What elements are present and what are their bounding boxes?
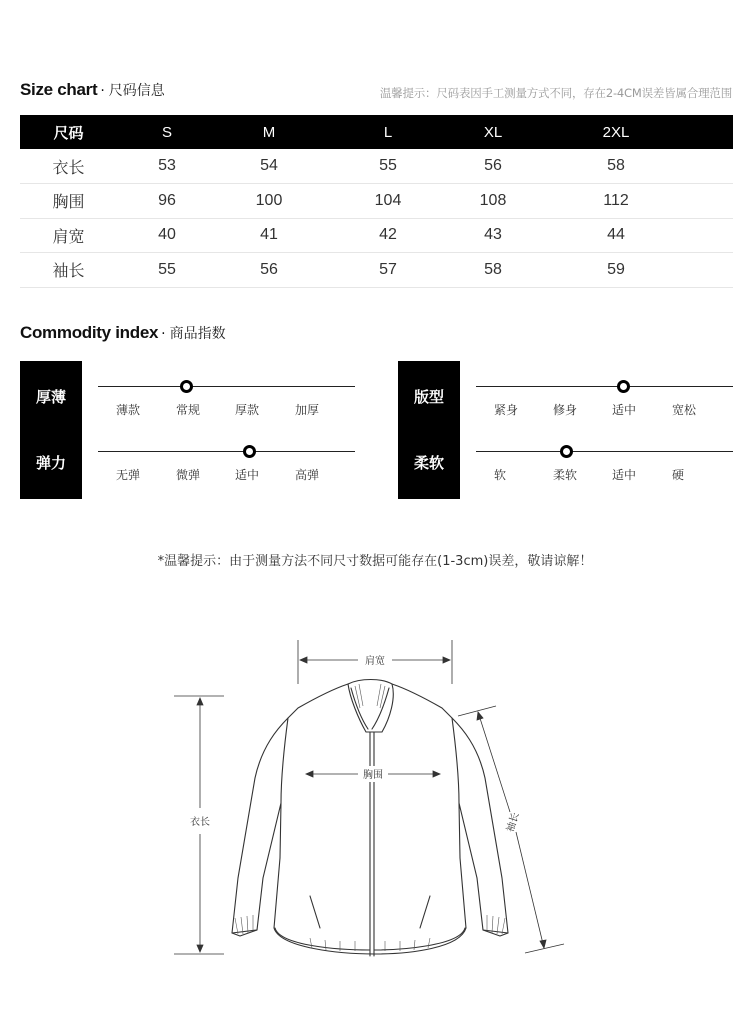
table-cell-spacer xyxy=(701,149,733,184)
index-option: 微弹 xyxy=(176,468,201,482)
index-option: 无弹 xyxy=(116,468,141,482)
table-cell: 55 xyxy=(321,149,455,184)
index-marker-softness xyxy=(560,445,573,458)
index-panel-left xyxy=(20,361,395,499)
title-dot: · xyxy=(161,326,166,342)
table-cell: 56 xyxy=(455,149,531,184)
table-cell: 57 xyxy=(321,253,455,288)
index-option: 宽松 xyxy=(672,403,697,417)
row-label: 衣长 xyxy=(20,149,117,184)
sleeve-length-label: 袖长 xyxy=(505,811,522,834)
index-option: 厚款 xyxy=(235,403,260,417)
index-label-thickness: 厚薄 xyxy=(35,388,66,406)
size-chart-tip: 温馨提示：尺码表因手工测量方式不同，存在2-4CM误差皆属合理范围 xyxy=(379,86,732,100)
table-cell: 100 xyxy=(217,184,321,219)
commodity-index-title-en: Commodity index xyxy=(20,323,159,342)
table-cell: 104 xyxy=(321,184,455,219)
header-cell-spacer xyxy=(701,115,733,149)
table-cell: 112 xyxy=(531,184,701,219)
header-cell: M xyxy=(217,115,321,149)
length-label: 衣长 xyxy=(190,817,210,828)
table-cell: 56 xyxy=(217,253,321,288)
index-option: 常规 xyxy=(176,403,201,417)
index-option: 加厚 xyxy=(295,403,320,417)
index-option: 高弹 xyxy=(295,468,320,482)
index-scale-fit xyxy=(476,386,733,387)
title-dot: · xyxy=(100,83,105,99)
header-cell: 尺码 xyxy=(20,115,117,149)
index-marker-fit xyxy=(617,380,630,393)
index-label-softness: 柔软 xyxy=(413,454,444,472)
index-marker-thickness xyxy=(180,380,193,393)
size-chart-title-en: Size chart xyxy=(20,80,98,99)
index-label-elasticity: 弹力 xyxy=(35,454,66,472)
index-label-column xyxy=(20,361,82,499)
table-cell-spacer xyxy=(701,253,733,288)
size-table-header-row xyxy=(20,115,733,149)
jacket-collar xyxy=(348,680,393,733)
row-label: 胸围 xyxy=(20,184,117,219)
header-cell: XL xyxy=(455,115,531,149)
index-option: 硬 xyxy=(672,468,685,482)
row-label: 袖长 xyxy=(20,253,117,288)
size-chart-heading xyxy=(20,80,165,100)
header-cell: S xyxy=(117,115,217,149)
table-cell: 108 xyxy=(455,184,531,219)
index-panel-right xyxy=(398,361,750,499)
size-chart-title-cn: 尺码信息 xyxy=(108,83,165,99)
index-option: 适中 xyxy=(612,468,637,482)
table-cell: 59 xyxy=(531,253,701,288)
jacket-waistband xyxy=(275,928,370,950)
table-cell: 96 xyxy=(117,184,217,219)
chest-label: 胸围 xyxy=(363,770,383,781)
table-cell: 58 xyxy=(531,149,701,184)
shoulder-width-label: 肩宽 xyxy=(365,656,385,667)
index-marker-elasticity xyxy=(243,445,256,458)
index-option: 薄款 xyxy=(116,403,141,417)
table-cell: 41 xyxy=(217,218,321,253)
commodity-index-title-cn: 商品指数 xyxy=(169,326,226,342)
header-cell: 2XL xyxy=(531,115,701,149)
header-cell: L xyxy=(321,115,455,149)
index-option: 紧身 xyxy=(494,403,519,417)
table-cell: 55 xyxy=(117,253,217,288)
index-option: 修身 xyxy=(553,403,578,417)
table-cell: 58 xyxy=(455,253,531,288)
table-row xyxy=(20,218,733,253)
index-label-fit: 版型 xyxy=(413,388,444,406)
index-option: 适中 xyxy=(235,468,260,482)
index-scale-elasticity xyxy=(98,451,355,452)
table-cell: 54 xyxy=(217,149,321,184)
table-cell-spacer xyxy=(701,218,733,253)
index-scale-softness xyxy=(476,451,733,452)
table-cell: 44 xyxy=(531,218,701,253)
table-row xyxy=(20,149,733,184)
index-option: 适中 xyxy=(612,403,637,417)
index-scale-thickness xyxy=(98,386,355,387)
measurement-note: *温馨提示：由于测量方法不同尺寸数据可能存在(1-3cm)误差，敬请谅解！ xyxy=(157,554,593,569)
row-label: 肩宽 xyxy=(20,218,117,253)
size-table xyxy=(20,115,733,288)
table-cell: 43 xyxy=(455,218,531,253)
commodity-index-heading xyxy=(20,323,226,343)
index-label-column xyxy=(398,361,460,499)
jacket-measurement-diagram xyxy=(160,628,580,988)
table-row xyxy=(20,184,733,219)
table-cell: 40 xyxy=(117,218,217,253)
table-cell: 53 xyxy=(117,149,217,184)
index-option: 软 xyxy=(494,468,507,482)
table-row xyxy=(20,253,733,288)
index-option: 柔软 xyxy=(553,468,578,482)
table-cell: 42 xyxy=(321,218,455,253)
table-cell-spacer xyxy=(701,184,733,219)
